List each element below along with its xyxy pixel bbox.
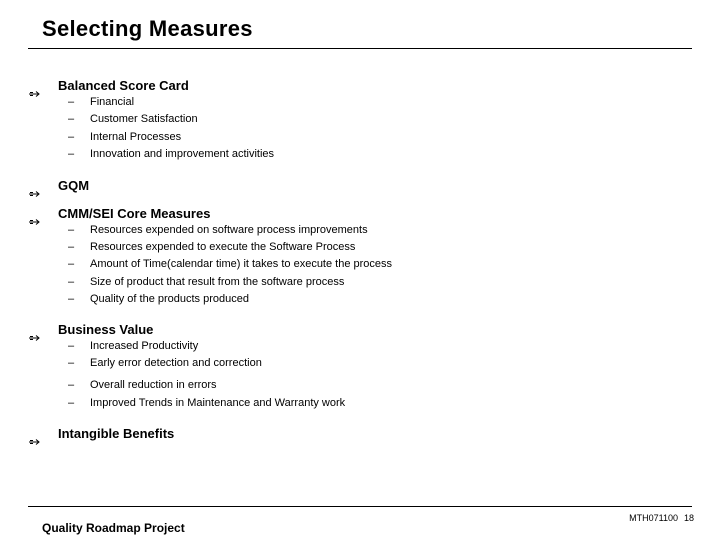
bullet-icon-graphic: [28, 334, 40, 342]
slide-title: Selecting Measures: [42, 16, 253, 41]
footer-divider: [28, 506, 692, 507]
page-number: 18: [683, 513, 694, 523]
sub-bullet-dash: –: [68, 293, 75, 305]
sub-bullet-item: Improved Trends in Maintenance and Warranty work: [90, 397, 346, 409]
sub-bullet-item: Innovation and improvement activities: [90, 148, 275, 160]
sub-bullet-dash: –: [68, 113, 75, 125]
sub-bullet-dash: –: [68, 258, 75, 270]
bullet-label: CMM/SEI Core Measures: [58, 206, 211, 221]
sub-bullet-dash: –: [68, 131, 75, 143]
sub-bullet-dash: –: [68, 340, 75, 352]
sub-bullet-item: Internal Processes: [90, 131, 182, 143]
pointing-hand-icon: [28, 433, 40, 441]
sub-bullet-item: Quality of the products produced: [90, 293, 249, 305]
sub-bullet-item: Amount of Time(calendar time) it takes to execute the process: [90, 258, 393, 270]
bullet-label: Balanced Score Card: [58, 78, 189, 93]
sub-bullet-item: Customer Satisfaction: [90, 113, 198, 125]
title-divider: [28, 48, 692, 49]
sub-bullet-item: Resources expended to execute the Software Process: [90, 241, 356, 253]
sub-bullet-item: Size of product that result from the software process: [90, 276, 345, 288]
bullet-icon-graphic: [28, 438, 40, 446]
bullet-label: Business Value: [58, 322, 154, 337]
sub-bullet-dash: –: [68, 357, 75, 369]
sub-bullet-dash: –: [68, 379, 75, 391]
bullet-icon-graphic: [28, 90, 40, 98]
pointing-hand-icon: [28, 329, 40, 337]
footer-slide-code: [629, 513, 694, 523]
sub-bullet-item: Resources expended on software process improvements: [90, 224, 368, 236]
footer-project-name: Quality Roadmap Project: [42, 521, 185, 535]
sub-bullet-item: Increased Productivity: [90, 340, 199, 352]
sub-bullet-dash: –: [68, 96, 75, 108]
sub-bullet-dash: –: [68, 276, 75, 288]
bullet-icon-graphic: [28, 190, 40, 198]
sub-bullet-dash: –: [68, 224, 75, 236]
pointing-hand-icon: [28, 85, 40, 93]
sub-bullet-dash: –: [68, 241, 75, 253]
sub-bullet-item: Overall reduction in errors: [90, 379, 217, 391]
bullet-icon-graphic: [28, 218, 40, 226]
sub-bullet-dash: –: [68, 397, 75, 409]
pointing-hand-icon: [28, 213, 40, 221]
pointing-hand-icon: [28, 185, 40, 193]
sub-bullet-dash: –: [68, 148, 75, 160]
bullet-label: GQM: [58, 178, 90, 193]
footer-code-text: MTH071100: [629, 513, 678, 523]
sub-bullet-item: Early error detection and correction: [90, 357, 262, 369]
bullet-label: Intangible Benefits: [58, 426, 175, 441]
sub-bullet-item: Financial: [90, 96, 135, 108]
